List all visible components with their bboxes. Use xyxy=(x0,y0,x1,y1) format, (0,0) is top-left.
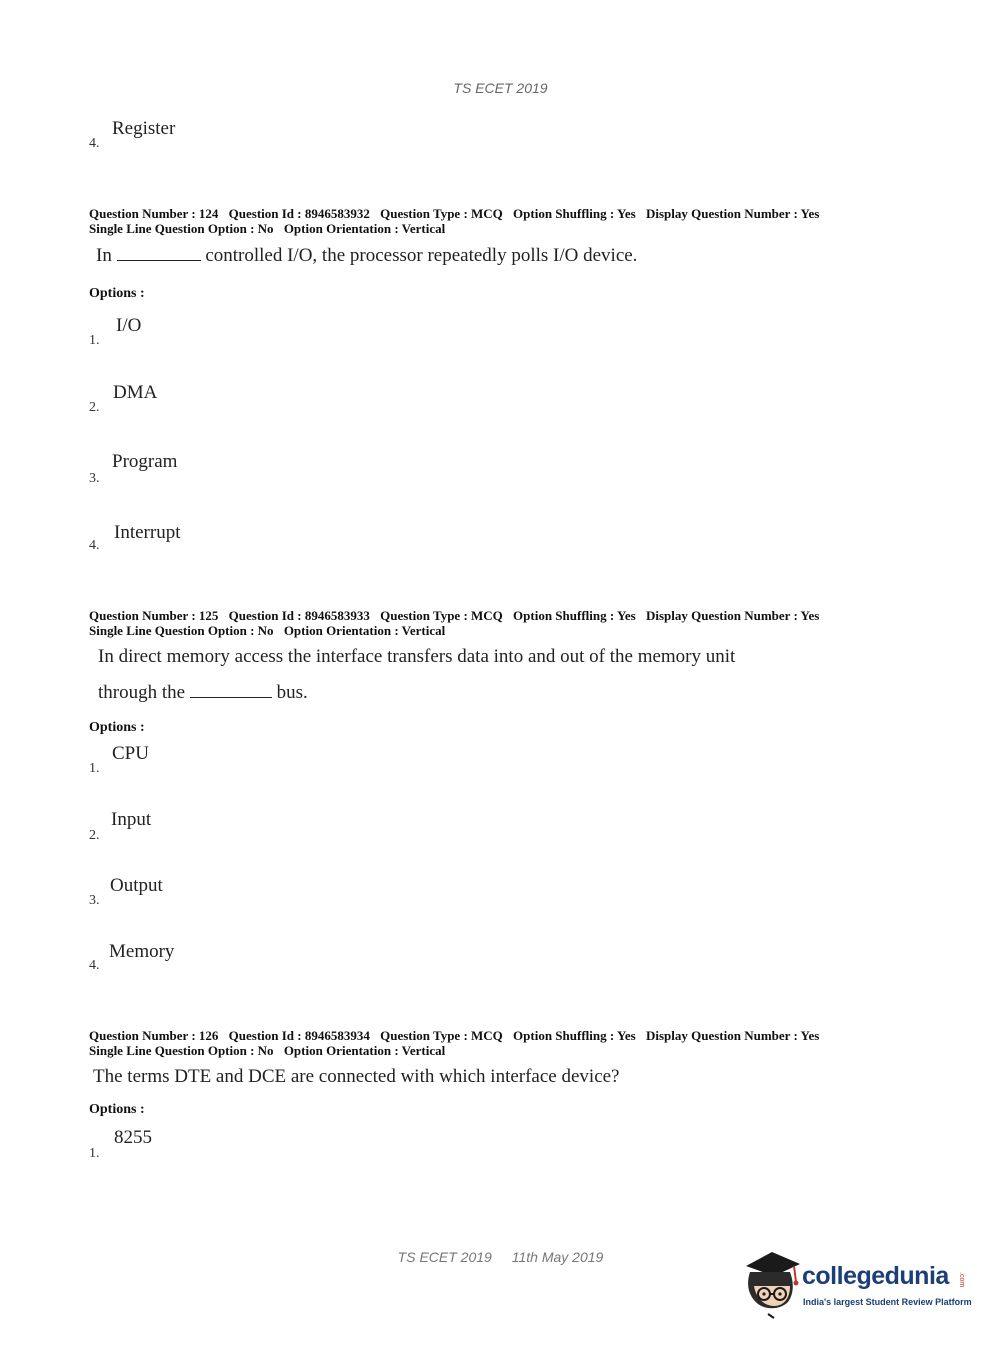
option-number: 2. xyxy=(89,400,100,415)
option-number: 1. xyxy=(89,761,100,776)
option-number: 4. xyxy=(89,958,100,973)
meta-question-number: Question Number : 124 xyxy=(89,206,219,221)
question-125-text-line1: In direct memory access the interface transfers data into and out of the memory unit xyxy=(98,646,736,667)
meta-option-orientation: Option Orientation : Vertical xyxy=(283,623,446,638)
footer-exam: TS ECET 2019 xyxy=(397,1249,492,1265)
option-number: 3. xyxy=(89,471,100,486)
option-text: CPU xyxy=(112,743,149,764)
meta-display-question-number: Display Question Number : Yes xyxy=(645,1028,820,1043)
footer-date: 11th May 2019 xyxy=(511,1249,604,1265)
meta-option-orientation: Option Orientation : Vertical xyxy=(283,1043,446,1058)
logo-suffix: .com xyxy=(958,1272,965,1288)
collegedunia-logo xyxy=(742,1250,972,1320)
meta-display-question-number: Display Question Number : Yes xyxy=(645,206,820,221)
logo-wordmark: collegedunia xyxy=(802,1262,949,1290)
option-text: DMA xyxy=(113,382,158,403)
question-126-meta xyxy=(89,1028,826,1058)
meta-single-line-option: Single Line Question Option : No xyxy=(89,1043,274,1058)
meta-display-question-number: Display Question Number : Yes xyxy=(645,608,820,623)
option-text: I/O xyxy=(116,315,142,336)
option-number: 3. xyxy=(89,893,100,908)
question-125-meta xyxy=(89,608,826,638)
logo-tagline: India's largest Student Review Platform xyxy=(803,1297,972,1307)
meta-option-shuffling: Option Shuffling : Yes xyxy=(513,1028,636,1043)
option-text: Memory xyxy=(109,941,175,962)
option-number: 4. xyxy=(89,538,100,553)
meta-question-id: Question Id : 8946583932 xyxy=(228,206,370,221)
options-label: Options : xyxy=(89,286,145,301)
meta-question-number: Question Number : 125 xyxy=(89,608,219,623)
answer-blank xyxy=(190,683,272,698)
question-124-meta xyxy=(89,206,826,236)
question-124-text xyxy=(96,245,637,267)
options-label: Options : xyxy=(89,720,145,735)
options-label: Options : xyxy=(89,1102,145,1117)
meta-option-orientation: Option Orientation : Vertical xyxy=(283,221,446,236)
option-number: 1. xyxy=(89,333,100,348)
question-text-before: In xyxy=(96,245,112,266)
option-number: 1. xyxy=(89,1146,100,1161)
meta-question-type: Question Type : MCQ xyxy=(380,206,503,221)
meta-option-shuffling: Option Shuffling : Yes xyxy=(513,206,636,221)
meta-question-number: Question Number : 126 xyxy=(89,1028,219,1043)
option-text: Interrupt xyxy=(114,522,181,543)
question-126-text: The terms DTE and DCE are connected with which interface device? xyxy=(93,1066,620,1087)
question-text-after: bus. xyxy=(276,682,308,703)
question-text-after: controlled I/O, the processor repeatedly polls I/O device. xyxy=(205,245,638,266)
meta-question-type: Question Type : MCQ xyxy=(380,608,503,623)
meta-option-shuffling: Option Shuffling : Yes xyxy=(513,608,636,623)
meta-single-line-option: Single Line Question Option : No xyxy=(89,221,274,236)
option-text: Output xyxy=(110,875,163,896)
option-text: Program xyxy=(112,451,178,472)
option-text: 8255 xyxy=(114,1127,152,1148)
option-number: 2. xyxy=(89,828,100,843)
meta-single-line-option: Single Line Question Option : No xyxy=(89,623,274,638)
meta-question-type: Question Type : MCQ xyxy=(380,1028,503,1043)
question-125-text-line2 xyxy=(98,682,308,704)
meta-question-id: Question Id : 8946583933 xyxy=(228,608,370,623)
meta-question-id: Question Id : 8946583934 xyxy=(228,1028,370,1043)
option-text: Register xyxy=(112,118,176,139)
page-header: TS ECET 2019 xyxy=(453,80,548,96)
option-number: 4. xyxy=(89,136,100,151)
mascot-icon xyxy=(742,1250,804,1320)
question-text-before: through the xyxy=(98,682,186,703)
answer-blank xyxy=(117,246,201,261)
option-text: Input xyxy=(111,809,152,830)
